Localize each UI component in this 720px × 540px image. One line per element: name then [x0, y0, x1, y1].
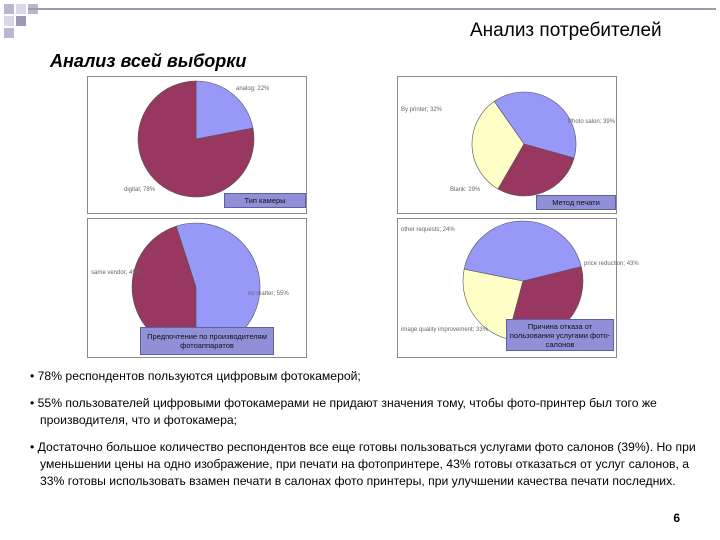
page-number: 6	[673, 511, 680, 525]
label-blank: Blank: 29%	[450, 187, 481, 193]
label-no-matter: no matter; 55%	[248, 291, 289, 297]
header-rule	[28, 8, 716, 10]
slide-title: Анализ потребителей	[470, 20, 662, 41]
caption-camera: Тип камеры	[224, 193, 306, 208]
bullet-item: • Достаточно большое количество респондентов все еще готовы пользоваться услугами фото салонов (39%). Но при уменьшении цены на одно изображение, при печати на фотопринтере, 43% готовы отказаться от услуг салонов, а 33% готовы использовать взамен печати в салонах фото принтеры, при улучшении качества печати последних.	[30, 440, 696, 488]
label-image-quality: image quality improvement; 33%	[401, 327, 489, 333]
bullet-item: • 55% пользователей цифровыми фотокамерами не придают значения тому, чтобы фото-принтер был того же производителя, что и фотокамера;	[30, 396, 657, 427]
summary-bullets	[30, 368, 702, 500]
label-digital: digital; 78%	[124, 187, 156, 193]
section-subtitle: Анализ всей выборки	[50, 51, 247, 71]
caption-vendor: Предпочтение по производителям фотоаппаратов	[140, 327, 274, 355]
label-photo-salon: Photo salon; 39%	[568, 119, 616, 125]
chart-panel-print-method	[397, 76, 617, 214]
label-same-vendor: same vendor; 45%	[91, 270, 142, 276]
label-analog: analog; 22%	[236, 86, 270, 92]
chart-panel-camera	[87, 76, 307, 214]
pie-print-slices	[472, 92, 576, 196]
pie-camera-slices	[138, 81, 254, 197]
caption-refusal: Причина отказа от пользования услугами фото-салонов	[506, 319, 614, 351]
chart-panel-refusal	[397, 218, 639, 358]
bullet-item: • 78% респондентов пользуются цифровым фотокамерой;	[30, 369, 361, 383]
label-by-printer: By printer; 32%	[401, 107, 443, 113]
pie-chart-print-method	[398, 77, 616, 213]
chart-panel-vendor	[87, 218, 307, 358]
label-other-requests: other requests; 24%	[401, 227, 455, 233]
caption-print-method: Метод печати	[536, 195, 616, 210]
label-price-reduction: price reduction; 43%	[584, 261, 639, 267]
